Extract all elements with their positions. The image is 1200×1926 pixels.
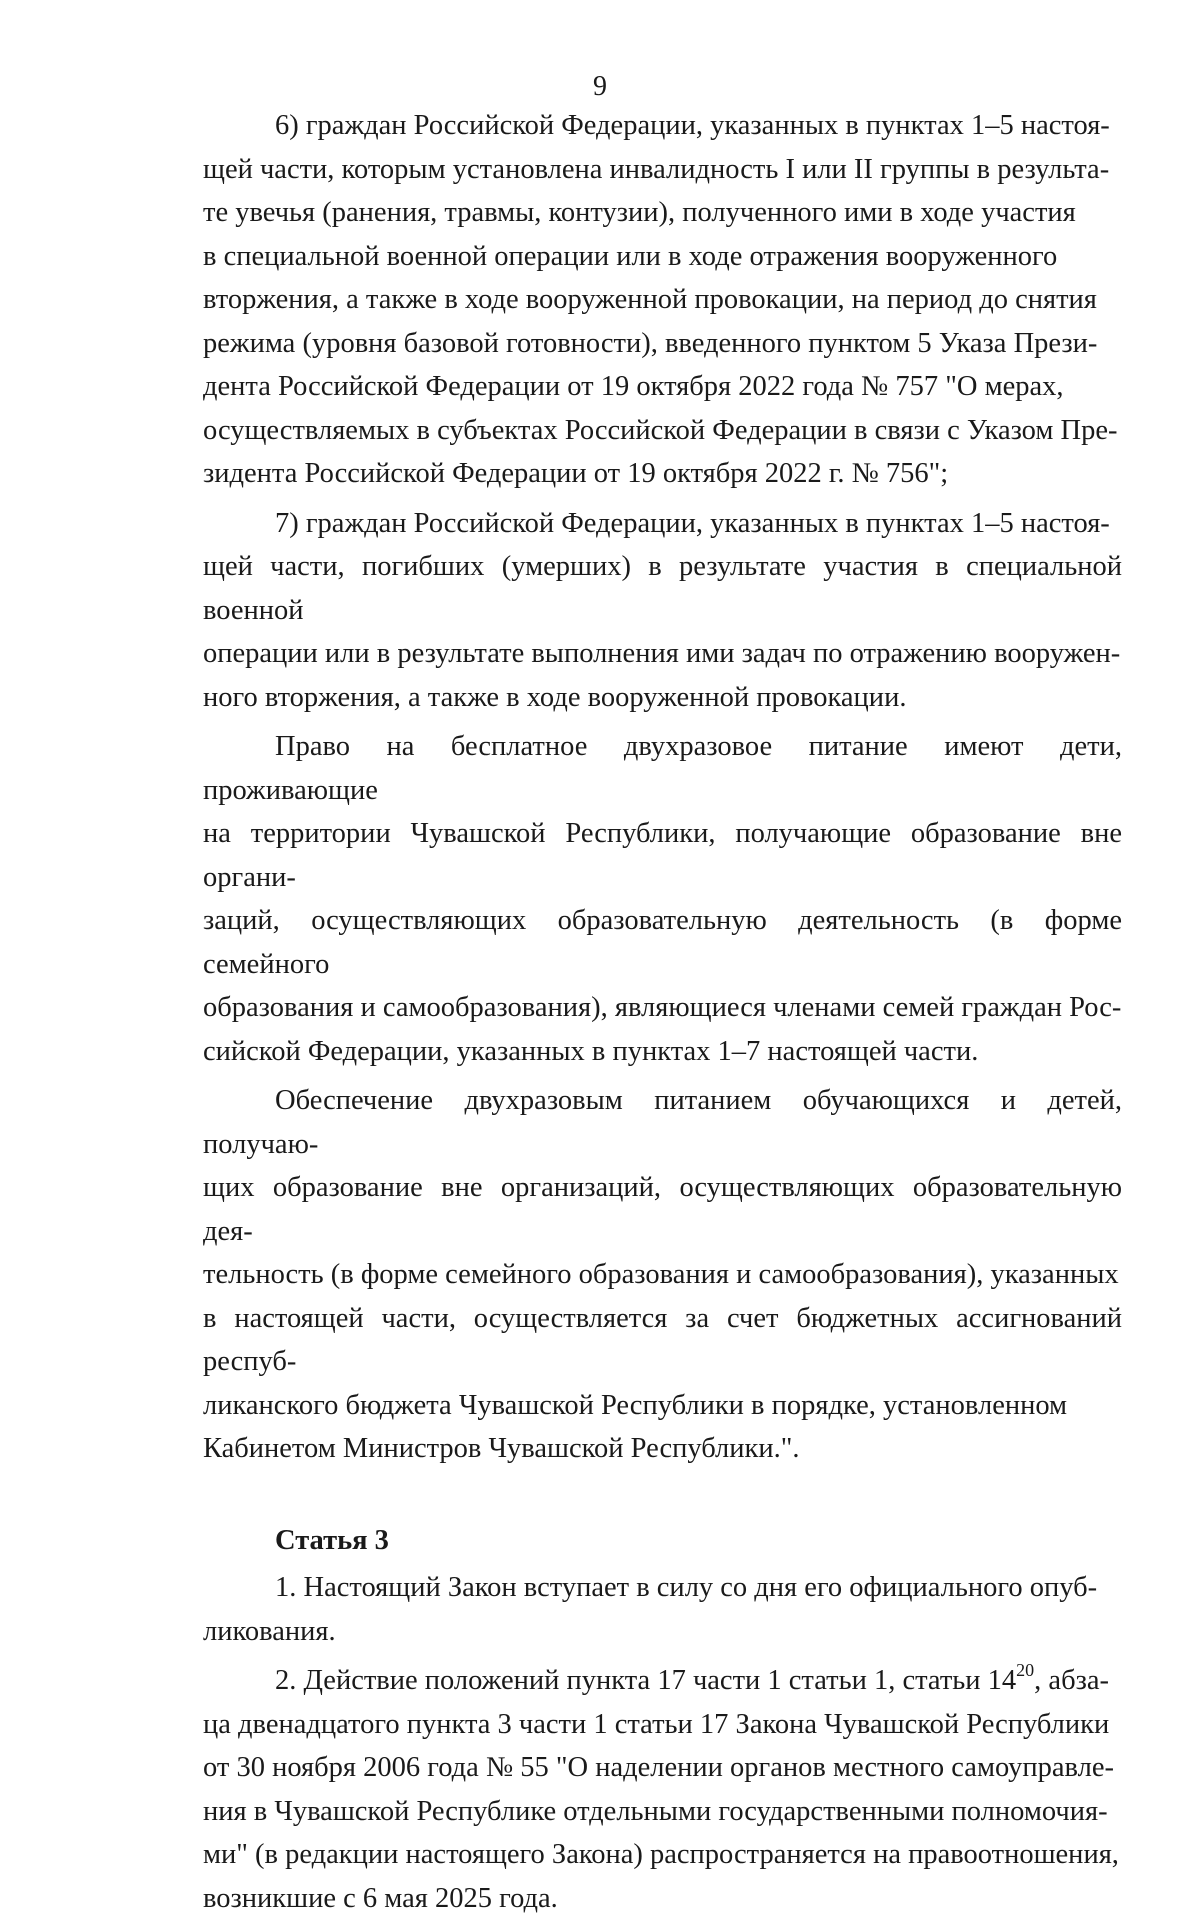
article-3-item-2-text-end: , абза- ца двенадцатого пункта 3 части 1 статьи 17 Закона Чувашской Республики от 30 ноября 2006 года № 55 "О наделении органов местного самоуправле- ния в Чувашской Республике отдельными государственными полномочия- ми" (в редакции настоящего Закона) распространяется на правоотношения, возникшие с 6 мая 2025 года. — [203, 1665, 1119, 1914]
page-number: 9 — [593, 71, 607, 102]
article-3-heading: Статья 3 — [275, 1524, 389, 1556]
article-3-item-2-text-start: 2. Действие положений пункта 17 части 1 статьи 1, статьи 14 — [275, 1665, 1017, 1696]
paragraph-item-6: 6) граждан Российской Федерации, указанных в пунктах 1–5 настоя- щей части, которым установлена инвалидность I или II группы в результа- те увечья (ранения, травмы, контузии), полученного ими в ходе участия в специальной военной операции или в ходе отражения вооруженного вторжения, а также в ходе вооруженной провокации, на период до снятия режима (уровня базовой готовности), введенного пунктом 5 Указа Прези- дента Российской Федерации от 19 октября 2022 года № 757 "О мерах, осуществляемых в субъектах Российской Федерации в связи с Указом Пре- зидента Российской Федерации от 19 октября 2022 г. № 756"; — [203, 110, 1118, 489]
article-3-item-2 — [203, 1659, 1122, 1920]
document-body — [203, 104, 1122, 1926]
article-3-item-1: 1. Настоящий Закон вступает в силу со дня его официального опуб- ликования. — [203, 1572, 1098, 1647]
paragraph-meal-right: Право на бесплатное двухразовое питание имеют дети, проживающие на территории Чувашской Республики, получающие образование вне органи- заций, осуществляющих образовательную деятельность (в форме семейного образования и самообразования), являющиеся членами семей граждан Рос- сийской Федерации, указанных в пунктах 1–7 настоящей части. — [203, 731, 1122, 1067]
article-3-item-2-superscript: 20 — [1016, 1659, 1035, 1680]
paragraph-meal-provision: Обеспечение двухразовым питанием обучающихся и детей, получаю- щих образование вне организаций, осуществляющих образовательную дея- тельность (в форме семейного образования и самообразования), указанных в настоящей части, осуществляется за счет бюджетных ассигнований респуб- ликанского бюджета Чувашской Республики в порядке, установленном Кабинетом Министров Чувашской Республики.". — [203, 1085, 1122, 1464]
paragraph-item-7: 7) граждан Российской Федерации, указанных в пунктах 1–5 настоя- щей части, погибших (умерших) в результате участия в специальной военной операции или в результате выполнения ими задач по отражению вооружен- ного вторжения, а также в ходе вооруженной провокации. — [203, 507, 1122, 713]
